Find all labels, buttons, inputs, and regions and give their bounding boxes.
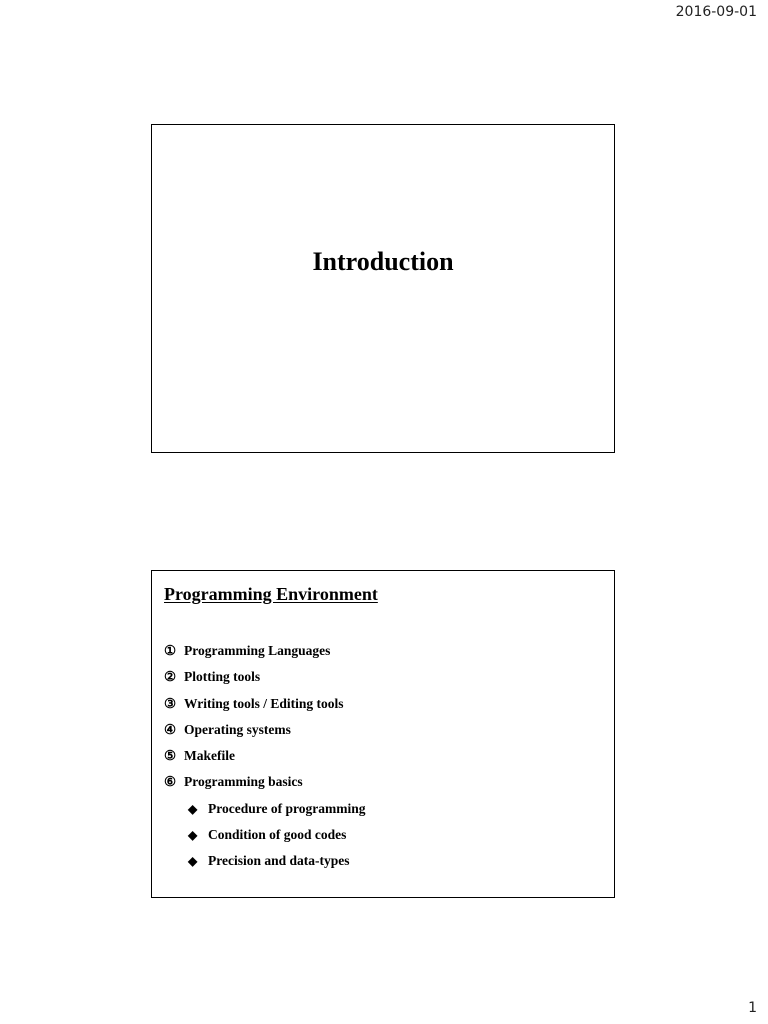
sub-list-item [164,853,365,879]
item-number: ④ [164,721,177,737]
list-item [164,696,365,722]
item-text: Programming basics [184,774,303,790]
list-item [164,774,365,800]
slide-programming-environment [151,570,615,898]
item-text: Condition of good codes [208,827,347,843]
item-text: Procedure of programming [208,800,366,816]
item-text: Operating systems [184,721,291,737]
slide-introduction [151,124,615,453]
diamond-bullet-icon: ◆ [188,854,198,869]
item-number: ⑤ [164,748,177,764]
page-number: 1 [748,1000,757,1016]
item-number: ② [164,669,177,685]
item-text: Plotting tools [184,669,261,685]
item-number: ① [164,643,177,658]
diamond-bullet-icon: ◆ [188,801,198,816]
sub-list-item [164,801,365,827]
item-text: Programming Languages [184,643,331,658]
list-item [164,669,365,695]
item-text: Precision and data-types [208,853,350,869]
item-number: ⑥ [164,774,177,790]
item-text: Writing tools / Editing tools [184,695,344,711]
item-text: Makefile [184,748,235,764]
slide-title: Programming Environment [164,584,378,604]
diamond-bullet-icon: ◆ [188,828,198,843]
item-number: ③ [164,695,177,711]
topic-list [164,643,365,880]
slide-title: Introduction [312,247,454,276]
sub-list-item [164,827,365,853]
list-item [164,722,365,748]
header-date: 2016-09-01 [675,4,757,20]
list-item [164,643,365,669]
list-item [164,748,365,774]
